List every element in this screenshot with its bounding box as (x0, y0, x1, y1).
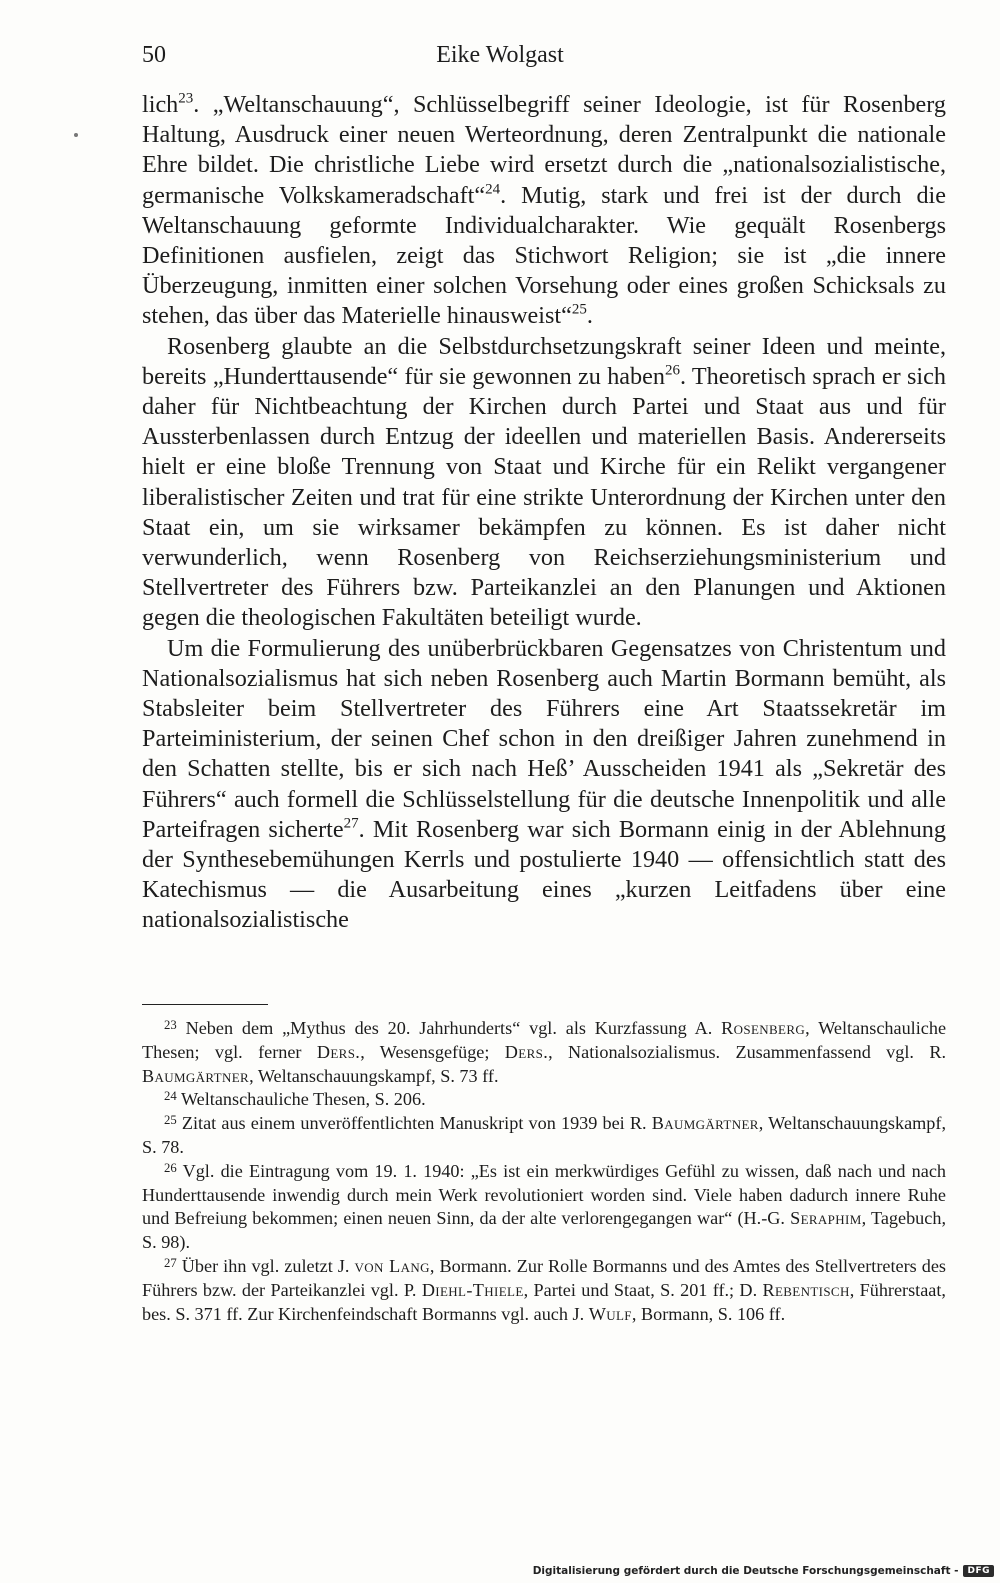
author-name: Ders. (504, 1041, 549, 1062)
author-name: Rebentisch (762, 1279, 850, 1300)
text-run: Zitat aus einem unveröffentlichten Manuskript von 1939 bei R. (181, 1113, 652, 1134)
text-run: , Tagebuch, S. 98). (142, 1208, 946, 1253)
dfg-logo-icon: DFG (963, 1565, 994, 1577)
footnotes (142, 1017, 946, 1326)
text-run: Rosenberg glaubte an die Selbstdurchsetzungskraft seiner Ideen und meinte, bereits „Hunderttausende“ für sie gewonnen zu haben (142, 332, 946, 390)
text-run: , Partei und Staat, S. 201 ff.; D. (523, 1279, 763, 1300)
text-run: Über ihn vgl. zuletzt J. (181, 1255, 355, 1276)
text-run: . Theoretisch sprach er sich daher für Nichtbeachtung der Kirchen durch Partei und Staat aus und für Aussterbenlassen durch Entzug der ideellen und materiellen Basis. Andererseits hielt er eine bloße Trennung von Staat und Kirche für ein Relikt vergangener liberalistischer Zeiten und trat für eine strikte Unterordnung der Kirchen unter den Staat ein, um sie wirksamer bekämpfen zu können. Es ist daher nicht verwunderlich, wenn Rosenberg von Reichserziehungsministerium und Stellvertreter des Führers bzw. Parteikanzlei an den Planungen und Aktionen gegen die theologischen Fakultäten beteiligt wurde. (142, 362, 946, 632)
footnote-24 (142, 1088, 946, 1112)
footnote-number: 24 (164, 1089, 177, 1104)
text-run: . Mutig, stark und frei ist der durch die Weltanschauung geformte Individualcharakter. Wie gequält Rosenbergs Definitionen ausfielen, zeigt das Stichwort Religion; sie ist „die innere Überzeugung, inmitten einer solchen Vorsehung oder eines großen Schicksals zu stehen, das über das Materielle hinausweist“ (142, 181, 946, 330)
main-text (142, 90, 946, 936)
text-run: , Weltanschauungskampf, S. 78. (142, 1113, 947, 1157)
running-head: Eike Wolgast (436, 42, 564, 68)
author-name: Wulf (588, 1303, 632, 1324)
digitization-credit (533, 1563, 994, 1579)
text-run: Vgl. die Eintragung vom 19. 1. 1940: „Es ist ein merkwürdiges Gefühl zu wissen, daß nach und nach Hunderttausende inwendig durch mein Werk revolutioniert worden sind. Viele haben dadurch innere Ruhe und Befreiung bekommen; einen neuen Sinn, da der alte verlorengegangen war“ (H.-G. (142, 1160, 947, 1229)
footnote-ref-27[interactable]: 27 (343, 815, 359, 832)
text-run: , Wesensgefüge; (360, 1041, 505, 1062)
footnote-ref-26[interactable]: 26 (664, 362, 680, 379)
footnote-26 (142, 1160, 946, 1255)
text-run: . (586, 302, 593, 330)
footnote-ref-25[interactable]: 25 (571, 302, 587, 319)
footnote-number: 23 (164, 1017, 177, 1032)
author-name: Baumgärtner (651, 1113, 759, 1134)
margin-mark (74, 133, 78, 137)
text-run: Um die Formulierung des unüberbrückbaren Gegensatzes von Christentum und Nationalsozialismus hat sich neben Rosenberg auch Martin Bormann bemüht, als Stabsleiter beim Stellvertreter des Führers eine Art Staatssekretär im Parteiministerium, der seinen Chef schon in den dreißiger Jahren zunehmend in den Schatten stellte, bis er sich nach Heß’ Ausscheiden 1941 als „Sekretär des Führers“ auch formell die Schlüsselstellung für die deutsche Innenpolitik und alle Parteifragen sicherte (142, 634, 946, 843)
footnote-number: 27 (164, 1255, 177, 1270)
footnote-number: 25 (164, 1113, 177, 1128)
text-run: lich (142, 91, 179, 118)
footnote-ref-24[interactable]: 24 (485, 181, 501, 198)
text-run: , Weltanschauliche Thesen; vgl. ferner (142, 1018, 947, 1062)
paragraph-1 (142, 90, 946, 332)
footnote-23 (142, 1017, 946, 1088)
footnote-25 (142, 1112, 946, 1160)
footnote-27 (142, 1255, 946, 1326)
text-run: Weltanschauliche Thesen, S. 206. (180, 1089, 426, 1110)
author-name: Seraphim (790, 1208, 862, 1229)
author-name: Baumgärtner (142, 1065, 250, 1086)
text-run: , Bormann, S. 106 ff. (631, 1303, 786, 1324)
paragraph-2 (142, 332, 946, 634)
footnote-divider (142, 1004, 268, 1005)
page-number: 50 (142, 42, 166, 68)
footnote-number: 26 (164, 1160, 177, 1175)
author-name: von Lang (354, 1255, 430, 1276)
credit-text: Digitalisierung gefördert durch die Deutsche Forschungsgemeinschaft - (532, 1565, 959, 1577)
text-run: , Nationalsozialismus. Zusammenfassend vgl. R. (548, 1041, 947, 1062)
author-name: Ders. (316, 1041, 361, 1062)
text-run: Neben dem „Mythus des 20. Jahrhunderts“ vgl. als Kurzfassung A. (185, 1018, 722, 1038)
text-run: , Weltanschauungskampf, S. 73 ff. (249, 1065, 499, 1086)
text-run: , Bormann. Zur Rolle Bormanns und des Amtes des Stellvertreters des Führers bzw. der Parteikanzlei vgl. P. (142, 1255, 947, 1300)
text-run: , Führerstaat, bes. S. 371 ff. Zur Kirchenfeindschaft Bormanns vgl. auch J. (142, 1279, 946, 1324)
paragraph-3 (142, 634, 946, 936)
author-name: Rosenberg (721, 1018, 806, 1038)
footnote-ref-23[interactable]: 23 (178, 90, 194, 107)
text-run: . Mit Rosenberg war sich Bormann einig in der Ablehnung der Synthesebemühungen Kerrls und postulierte 1940 — offensichtlich statt des Katechismus — die Ausarbeitung eines „kurzen Leitfadens über eine nationalsozialistische (142, 815, 946, 934)
author-name: Diehl-Thiele (421, 1279, 524, 1300)
text-run: . „Weltanschauung“, Schlüsselbegriff seiner Ideologie, ist für Rosenberg Haltung, Ausdruck einer neuen Werteordnung, deren Zentralpunkt die nationale Ehre bildet. Die christliche Liebe wird ersetzt durch die „nationalsozialistische, germanische Volkskameradschaft“ (142, 91, 946, 209)
